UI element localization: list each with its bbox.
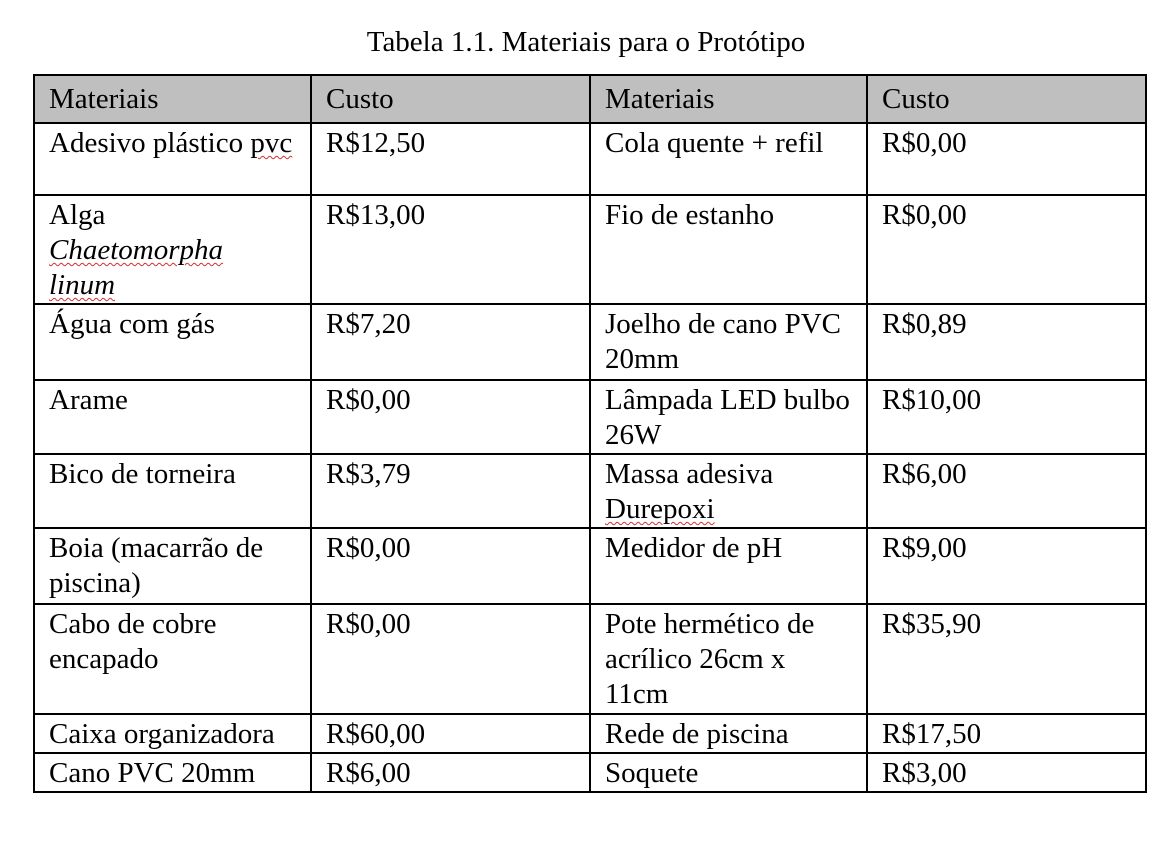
table-row	[34, 528, 1146, 604]
cost-cell: R$35,90	[867, 604, 1146, 714]
misspelled-word: pvc	[250, 127, 293, 159]
table-row	[34, 304, 1146, 380]
header-materials-left: Materiais	[34, 75, 311, 123]
species-genus: Chaetomorpha	[49, 234, 223, 266]
material-cell: Água com gás	[34, 304, 311, 380]
table-row	[34, 604, 1146, 714]
material-cell	[34, 195, 311, 304]
table-caption: Tabela 1.1. Materiais para o Protótipo	[366, 26, 806, 58]
cost-cell: R$7,20	[311, 304, 590, 380]
cost-cell: R$6,00	[311, 753, 590, 792]
material-cell: Cabo de cobre encapado	[34, 604, 311, 714]
cost-cell: R$17,50	[867, 714, 1146, 753]
material-cell	[590, 454, 867, 528]
header-materials-right: Materiais	[590, 75, 867, 123]
material-cell: Pote hermético de acrílico 26cm x 11cm	[590, 604, 867, 714]
cost-cell: R$10,00	[867, 380, 1146, 454]
table-row	[34, 753, 1146, 792]
material-cell: Lâmpada LED bulbo 26W	[590, 380, 867, 454]
table-header-row	[34, 75, 1146, 123]
header-cost-right: Custo	[867, 75, 1146, 123]
material-text: Alga	[49, 199, 106, 231]
material-cell: Cano PVC 20mm	[34, 753, 311, 792]
misspelled-word: Durepoxi	[605, 493, 715, 525]
cost-cell: R$6,00	[867, 454, 1146, 528]
material-cell: Joelho de cano PVC 20mm	[590, 304, 867, 380]
material-cell: Boia (macarrão de piscina)	[34, 528, 311, 604]
cost-cell: R$60,00	[311, 714, 590, 753]
material-cell: Fio de estanho	[590, 195, 867, 304]
material-text: Massa adesiva	[605, 458, 774, 490]
cost-cell: R$3,00	[867, 753, 1146, 792]
material-cell: Caixa organizadora	[34, 714, 311, 753]
material-cell: Medidor de pH	[590, 528, 867, 604]
material-cell: Arame	[34, 380, 311, 454]
table-row	[34, 380, 1146, 454]
material-cell: Rede de piscina	[590, 714, 867, 753]
cost-cell: R$0,00	[311, 604, 590, 714]
material-text: Adesivo plástico	[49, 127, 251, 159]
header-cost-left: Custo	[311, 75, 590, 123]
table-row	[34, 195, 1146, 304]
cost-cell: R$12,50	[311, 123, 590, 195]
cost-cell: R$0,00	[867, 195, 1146, 304]
cost-cell: R$0,00	[311, 528, 590, 604]
cost-cell: R$9,00	[867, 528, 1146, 604]
material-cell: Bico de torneira	[34, 454, 311, 528]
materials-table	[33, 74, 1147, 793]
cost-cell: R$0,00	[867, 123, 1146, 195]
cost-cell: R$3,79	[311, 454, 590, 528]
material-cell: Soquete	[590, 753, 867, 792]
species-epithet: linum	[49, 269, 116, 301]
table-row	[34, 123, 1146, 195]
table-row	[34, 714, 1146, 753]
cost-cell: R$0,89	[867, 304, 1146, 380]
material-cell	[34, 123, 311, 195]
material-cell: Cola quente + refil	[590, 123, 867, 195]
cost-cell: R$13,00	[311, 195, 590, 304]
cost-cell: R$0,00	[311, 380, 590, 454]
table-row	[34, 454, 1146, 528]
